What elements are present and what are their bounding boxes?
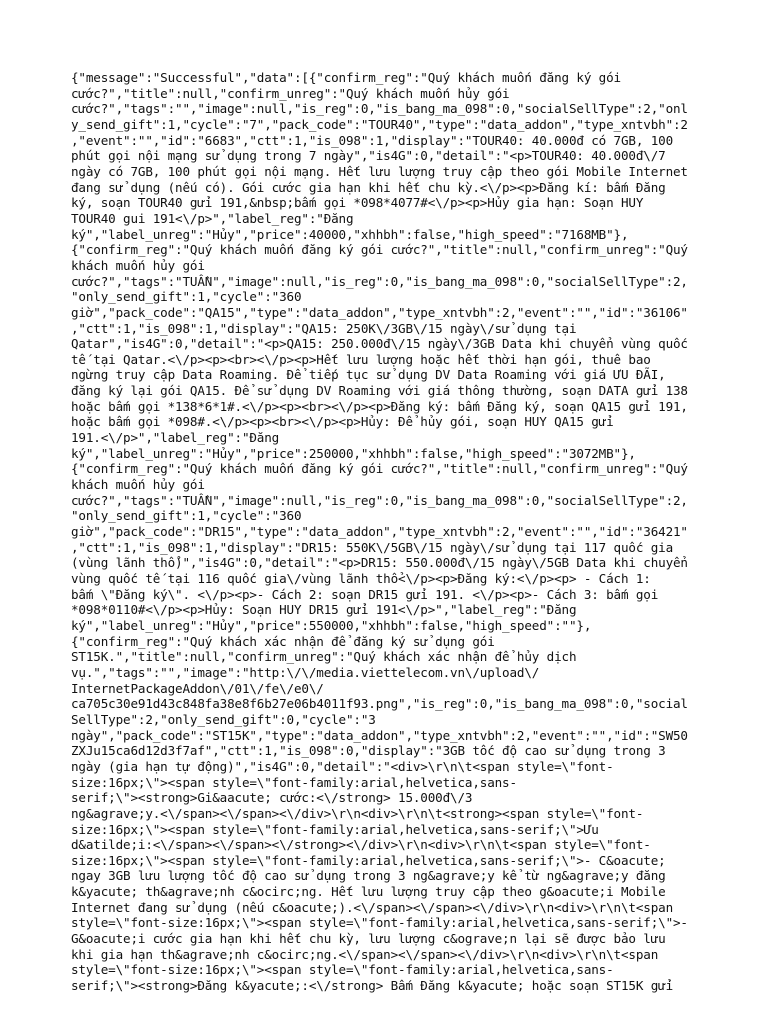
raw-json-text: {"message":"Successful","data":[{"confirm_reg":"Quý khách muốn đăng ký gói cước?","title":null,"confirm_unreg":"Quý khách muốn hủy gói cước?","tags":"","image":null,"is_reg":0,"is_bang_ma_098":0,"socialSellType":2,"onl y_send_gift":1,"cycle":"7","pack_code":"TOUR40","type":"data_addon","type_xntvbh":2 ,"event":"","id":"6683","ctt":1,"is_098":1,"display":"TOUR40: 40.000đ có 7GB, 100 phút gọi nội mạng sử dụng trong 7 ngày","is4G":0,"detail":"<p>TOUR40: 40.000đ\/7 ngày có 7GB, 100 phút gọi nội mạng. Hết lưu lượng truy cập theo gói Mobile Internet đang sử dụng (nếu có). Gói cước gia hạn khi hết chu kỳ.<\/p><p>Đăng kí: bấm Đăng ký, soạn TOUR40 gửi 191,&nbsp;bấm gọi *098*4077#<\/p><p>Hủy gia hạn: Soạn HUY TOUR40 gui 191<\/p>","label_reg":"Đăng ký","label_unreg":"Hủy","price":40000,"xhhbh":false,"high_speed":"7168MB"}, {"confirm_reg":"Quý khách muốn đăng ký gói cước?","title":null,"confirm_unreg":"Quý khách muốn hủy gói cước?","tags":"TUẦN","image":null,"is_reg":0,"is_bang_ma_098":0,"socialSellType":2, "only_send_gift":1,"cycle":"360 giờ","pack_code":"QA15","type":"data_addon","type_xntvbh":2,"event":"","id":"36106" ,"ctt":1,"is_098":1,"display":"QA15: 250K\/3GB\/15 ngày\/sử dụng tại Qatar","is4G":0,"detail":"<p>QA15: 250.000đ\/15 ngày\/3GB Data khi chuyển vùng quốc tế tại Qatar.<\/p><p><br><\/p><p>Hết lưu lượng hoặc hết thời hạn gói, thuê bao ngừng truy cập Data Roaming. Để tiếp tục sử dụng DV Data Roaming với giá ƯU ĐÃI, đăng ký lại gói QA15. Để sử dụng DV Roaming với giá thông thường, soạn DATA gửi 138 hoặc bấm gọi *138*6*1#.<\/p><p><br><\/p><p>Đăng ký: bấm Đăng ký, soạn QA15 gửi 191, hoặc bấm gọi *098#.<\/p><p><br><\/p><p>Hủy: Để hủy gói, soạn HUY QA15 gửi 191.<\/p>","label_reg":"Đăng ký","label_unreg":"Hủy","price":250000,"xhhbh":false,"high_speed":"3072MB"}, {"confirm_reg":"Quý khách muốn đăng ký gói cước?","title":null,"confirm_unreg":"Quý khách muốn hủy gói cước?","tags":"TUẦN","image":null,"is_reg":0,"is_bang_ma_098":0,"socialSellType":2, "only_send_gift":1,"cycle":"360 giờ","pack_code":"DR15","type":"data_addon","type_xntvbh":2,"event":"","id":"36421" ,"ctt":1,"is_098":1,"display":"DR15: 550K\/5GB\/15 ngày\/sử dụng tại 117 quốc gia (vùng lãnh thổ)","is4G":0,"detail":"<p>DR15: 550.000đ\/15 ngày\/5GB Data khi chuyển vùng quốc tế tại 116 quốc gia\/vùng lãnh thổ<\/p><p>Đăng ký:<\/p><p> - Cách 1: bấm \"Đăng ký\". <\/p><p>- Cách 2: soạn DR15 gửi 191. <\/p><p>- Cách 3: bấm gọi *098*0110#<\/p><p>Hủy: Soạn HUY DR15 gửi 191<\/p>","label_reg":"Đăng ký","label_unreg":"Hủy","price":550000,"xhhbh":false,"high_speed":""}, {"confirm_reg":"Quý khách xác nhận để đăng ký sử dụng gói ST15K.","title":null,"confirm_unreg":"Quý khách xác nhận để hủy dịch vụ.","tags":"","image":"http:\/\/media.viettelecom.vn\/upload\/ InternetPackageAddon\/01\/fe\/e0\/ ca705c30e91d43c848fa38e8f6b27e06b4011f93.png","is_reg":0,"is_bang_ma_098":0,"social SellType":2,"only_send_gift":0,"cycle":"3 ngày","pack_code":"ST15K","type":"data_addon","type_xntvbh":2,"event":"","id":"SW50 ZXJu15ca6d12d3f7af","ctt":1,"is_098":0,"display":"3GB tốc độ cao sử dụng trong 3 ngày (gia hạn tự động)","is4G":0,"detail":"<div>\r\n\t<span style=\"font- size:16px;\"><span style=\"font-family:arial,helvetica,sans- serif;\"><strong>Gi&aacute; cước:<\/strong> 15.000đ\/3 ng&agrave;y.<\/span><\/span><\/div>\r\n<div>\r\n\t<strong><span style=\"font- size:16px;\"><span style=\"font-family:arial,helvetica,sans-serif;\">Ưu d&atilde;i:<\/span><\/span><\/strong><\/div>\r\n<div>\r\n\t<span style=\"font- size:16px;\"><span style=\"font-family:arial,helvetica,sans-serif;\">- C&oacute; ngay 3GB lưu lượng tốc độ cao sử dụng trong 3 ng&agrave;y kể từ ng&agrave;y đăng k&yacute; th&agrave;nh c&ocirc;ng. Hết lưu lượng truy cập theo g&oacute;i Mobile Internet đang sử dụng (nếu c&oacute;).<\/span><\/span><\/div>\r\n<div>\r\n\t<span style=\"font-size:16px;\"><span style=\"font-family:arial,helvetica,sans-serif;\">- G&oacute;i cước gia hạn khi hết chu kỳ, lưu lượng c&ograve;n lại sẽ được bảo lưu khi gia hạn th&agrave;nh c&ocirc;ng.<\/span><\/span><\/div>\r\n<div>\r\n\t<span style=\"font-size:16px;\"><span style=\"font-family:arial,helvetica,sans- serif;\"><strong>Đăng k&yacute;:<\/strong> Bấm Đăng k&yacute; hoặc soạn ST15K gửi bbox=[71, 70, 688, 994]
